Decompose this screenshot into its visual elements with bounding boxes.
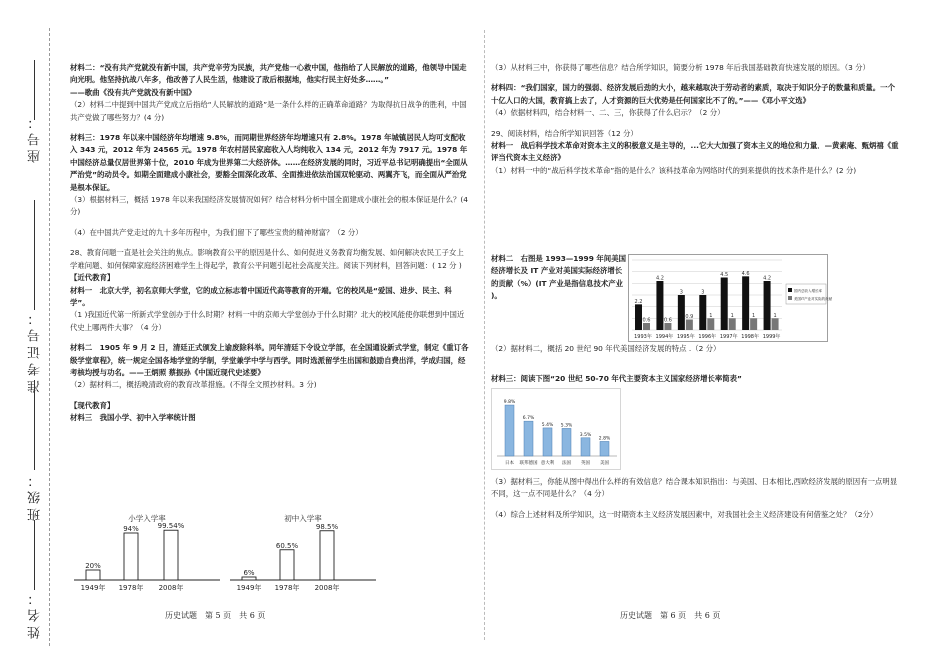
- seat-label: 座号：: [28, 112, 43, 163]
- middle-title: 初中入学率: [284, 514, 322, 523]
- material-29-2-block: [491, 253, 629, 303]
- question-28-2: （2）据材料二，概括晚清政府的教育改革措施。(不得全文照抄材料。3 分): [70, 380, 317, 390]
- us-data-label: 0.6: [663, 317, 672, 324]
- us-x-tick: 1997年: [719, 334, 738, 340]
- growth-x-tick: 美国: [600, 461, 609, 466]
- class-label: 班级：: [28, 470, 43, 521]
- question-29-4: （4）综合上述材料及所学知识，这一时期资本主义经济发展因素中，对我国社会主义经济建设有何借鉴之处？（2分）: [491, 509, 878, 519]
- growth-data-label: 5.4%: [541, 422, 554, 428]
- middle-x-tick: 1949年: [236, 584, 262, 592]
- us-bar-gdp: [699, 295, 706, 330]
- growth-bar: [543, 428, 552, 456]
- modern-edu-heading: 【近代教育】: [70, 273, 115, 283]
- us-x-tick: 1993年: [634, 334, 652, 340]
- material-4-text: 材料四：“我们国家，国力的强弱、经济发展后劲的大小，越来越取决于劳动者的素质，取决于知识分子的数量和质量。一个十亿人口的大国，教育搞上去了，人才资源的巨大优势是任何国家比不了的。”——《邓小平文选》: [491, 83, 895, 105]
- question-29-2-block: [491, 343, 901, 355]
- us-legend-swatch: [788, 288, 792, 292]
- material-2-text: 材料二：“没有共产党就没有新中国，共产党辛劳为民族，共产党他一心救中国，他指给了人民解放的道路，他领导中国走向光明。他坚持抗战八年多，他改善了人民生活，他建设了敌后根据地，他实行民主好处多……。”: [70, 63, 467, 85]
- question-3: （3）根据材料三，概括 1978 年以来我国经济发展情况如何？结合材料分析中国全面建成小康社会的根本保证是什么？(4 分): [70, 195, 468, 217]
- us-bar-gdp: [764, 281, 771, 330]
- material-29-2: 材料二 右图是 1993—1999 年间美国经济增长及 IT 产业对美国实际经济增长的贡献（%）(IT 产业是指信息技术产业 )。: [491, 254, 626, 301]
- us-x-tick: 1994年: [655, 334, 674, 340]
- growth-x-tick: 日本: [505, 461, 514, 466]
- us-x-tick: 1996年: [698, 334, 717, 340]
- growth-x-tick: 法国: [562, 461, 571, 466]
- right-page: [491, 62, 901, 177]
- us-bar-gdp: [742, 276, 749, 330]
- question-28-3: （3）从材料三中，你获得了哪些信息？结合所学知识，简要分析 1978 年后我国基础教育快速发展的原因。（3 分）: [491, 63, 870, 72]
- primary-x-tick: 1978年: [118, 584, 144, 592]
- us-data-label: 0.9: [685, 314, 694, 320]
- question-29-3: （3）据材料三，你能从图中得出什么样的有效信息？结合课本知识指出：与美国、日本相比,西欧经济发展的原因有一点明显不同，这一点不同是什么？（4 分）: [491, 477, 898, 499]
- right-footer: 历史试题 第 6 页 共 6 页: [620, 611, 721, 620]
- growth-x-tick: 联邦德国: [519, 461, 538, 466]
- growth-data-label: 6.7%: [522, 416, 535, 422]
- material-29-1: 材料一 战后科学技术革命对资本主义的积极意义是主导的，...它大大加强了资本主义的地位和力量．—黄素庵、甄炳禧《重评当代资本主义经济》: [491, 141, 899, 163]
- us-bar-it: [707, 318, 714, 330]
- primary-data-label: 99.54%: [157, 522, 185, 531]
- us-bar-gdp: [656, 281, 663, 330]
- growth-bar: [600, 441, 609, 456]
- us-data-label: 4.6: [741, 270, 750, 277]
- us-x-tick: 1998年: [741, 334, 760, 340]
- us-legend-swatch: [788, 296, 792, 300]
- us-data-label: 2.2: [634, 298, 643, 305]
- question-4: （4）在中国共产党走过的九十多年历程中，为我们留下了哪些宝贵的精神财富？（2 分）: [70, 227, 363, 237]
- left-page: [70, 62, 470, 425]
- question-28-4: （4）依据材料四，结合材料一、二、三，你获得了什么启示？（2 分）: [491, 108, 725, 118]
- middle-bar: [280, 550, 294, 580]
- growth-data-label: 3.5%: [579, 432, 592, 438]
- us-data-label: 1: [730, 312, 734, 319]
- us-data-label: 3: [679, 289, 683, 296]
- us-data-label: 1: [773, 312, 777, 319]
- primary-bar: [164, 530, 178, 580]
- us-legend-label: 国内总收入增长率: [794, 289, 822, 293]
- primary-bar: [124, 533, 138, 580]
- us-bar-gdp: [678, 295, 685, 330]
- us-legend-label: 美国IT产业对实际的贡献: [794, 297, 833, 301]
- left-footer: 历史试题 第 5 页 共 6 页: [165, 611, 266, 620]
- us-bar-it: [729, 318, 736, 330]
- material-1-text: 材料一 北京大学，初名京师大学堂，它的成立标志着中国近代高等教育的开端。它的校风是“爱国、进步、民主、科学”。: [70, 285, 452, 307]
- us-legend-box: [786, 284, 826, 304]
- us-data-label: 1: [709, 312, 713, 319]
- page-fold-line: [484, 30, 485, 640]
- capitalist-growth-chart: [491, 388, 621, 470]
- material-2b-text: 材料二 1905 年 9 月 2 日，清廷正式颁发上谕废除科举。同年清廷下令设立学部，在全国通设新式学堂，制定《重订各级学堂章程》，统一规定全国各地学堂的学制，学堂兼学中学与西学。同时选派留学生出国和鼓励自费出洋，学成归国，经考核均授与功名。——王炳照 蔡振孙《中国近现代史述要》: [70, 343, 469, 377]
- middle-data-label: 60.5%: [275, 541, 299, 550]
- growth-x-tick: 英国: [581, 461, 590, 466]
- growth-bar: [505, 405, 514, 456]
- primary-x-tick: 1949年: [80, 584, 106, 592]
- growth-bar: [524, 421, 533, 456]
- us-bar-gdp: [635, 304, 642, 330]
- middle-data-label: 6%: [243, 569, 255, 577]
- us-bar-it: [664, 323, 671, 330]
- growth-x-tick: 意大利: [540, 461, 555, 466]
- primary-data-label: 94%: [123, 525, 139, 533]
- growth-data-label: 9.8%: [503, 400, 516, 406]
- us-bar-it: [686, 320, 693, 331]
- us-data-label: 0.6: [642, 317, 651, 324]
- middle-x-tick: 1978年: [274, 584, 300, 592]
- material-29-3-block: [491, 373, 901, 385]
- question-29-1: （1）材料一中的“战后科学技术革命”指的是什么？该科技革命为网络时代的到来提供的技术条件是什么？(2 分): [491, 165, 857, 175]
- growth-data-label: 2.8%: [598, 436, 611, 442]
- us-growth-chart: [628, 254, 833, 342]
- name-underline: [34, 520, 35, 590]
- us-bar-it: [750, 318, 757, 330]
- us-data-label: 1: [752, 312, 756, 319]
- growth-data-label: 5.3%: [560, 423, 573, 429]
- growth-bar: [581, 438, 590, 456]
- primary-enrollment-chart: [72, 512, 222, 594]
- middle-enrollment-chart: [228, 512, 378, 594]
- exam-no-underline: [34, 200, 35, 310]
- us-bar-it: [772, 318, 779, 330]
- lower-questions: [491, 476, 901, 521]
- seat-underline: [34, 60, 35, 120]
- us-x-tick: 1999年: [762, 334, 781, 340]
- binding-margin: [0, 0, 62, 672]
- middle-bar: [242, 577, 256, 580]
- material-2-source: ——歌曲《没有共产党就没有新中国》: [70, 87, 196, 97]
- primary-data-label: 20%: [85, 562, 101, 570]
- us-data-label: 4.5: [720, 272, 729, 278]
- middle-bar: [320, 531, 334, 580]
- material-3-text: 材料三：1978 年以来中国经济年均增速 9.8%，而同期世界经济年均增速只有 2.8%。1978 年城镇居民人均可支配收入 343 元，2012 年为 24565 元。1978 年农村居民家庭收入人均纯收入 134 元，2012 年为 7917 元。1978 年中国经济总量仅居世界第十位，2010 年成为世界第二大经济体。……在经济发展的同时，习近平总书记明确提出“全面从严治党”的动员令。如期全面建成小康社会，要豁全面深化改革、全面推进依法治国双轮驱动、两翼齐飞，而全面从严治党是根本保证。: [70, 133, 468, 192]
- us-data-label: 4.2: [763, 275, 772, 282]
- us-bar-it: [643, 323, 650, 330]
- name-label: 姓名：: [28, 588, 43, 639]
- question-28-intro: 28、教育问题一直是社会关注的焦点。影响教育公平的原因是什么、如何促进义务教育均衡发展、如何解决农民工子女上学难问题、如何保障家庭经济困难学生上得起学，教育公平问题引起社会高度关注。阅读下列材料，回答问题：( 12 分 ): [70, 248, 464, 270]
- us-x-tick: 1995年: [676, 334, 695, 340]
- middle-data-label: 98.5%: [315, 522, 339, 531]
- exam-no-label: 准考证号：: [28, 308, 43, 393]
- growth-bar: [562, 428, 571, 456]
- primary-bar: [86, 570, 100, 580]
- present-edu-heading: 【现代教育】: [70, 400, 115, 410]
- us-data-label: 3: [701, 289, 705, 296]
- question-29-intro: 29、阅读材料，结合所学知识回答（12 分）: [491, 128, 638, 138]
- cut-line: [49, 28, 50, 646]
- question-2: （2）材料二中提到中国共产党成立后指给“人民解放的道路”是一条什么样的正确革命道路？为取得抗日战争的胜利，中国共产党做了哪些努力？(4 分): [70, 100, 467, 122]
- material-3b-title: 材料三 我国小学、初中入学率统计图: [70, 413, 196, 423]
- us-bar-gdp: [721, 278, 728, 331]
- question-29-2: （2）据材料二，概括 20 世纪 90 年代美国经济发展的特点 .（2 分）: [491, 344, 721, 353]
- primary-x-tick: 2008年: [158, 584, 184, 592]
- class-underline: [34, 380, 35, 470]
- middle-x-tick: 2008年: [314, 584, 340, 592]
- us-data-label: 4.2: [655, 275, 664, 282]
- primary-title: 小学入学率: [128, 514, 166, 523]
- question-28-1: （1 )我国近代第一所新式学堂创办于什么时期？材料一中的京师大学堂创办于什么时期？北大的校风能使你联想到中国近代史上哪两件大事？（4 分）: [70, 310, 465, 332]
- material-29-3: 材料三：阅读下图“20 世纪 50-70 年代主要资本主义国家经济增长率简表”: [491, 374, 742, 383]
